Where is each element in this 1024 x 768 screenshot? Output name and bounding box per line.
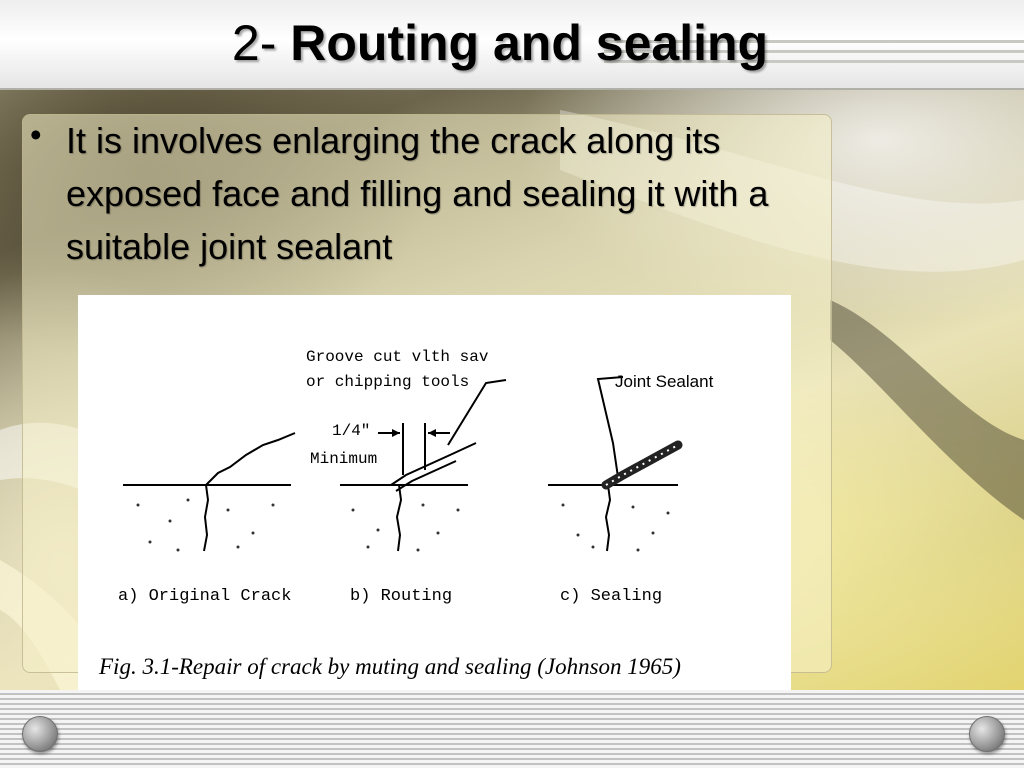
minimum-label: Minimum	[310, 450, 378, 468]
slide-title	[0, 14, 1000, 72]
crack-b	[397, 485, 401, 551]
title-main: Routing and sealing	[290, 15, 769, 71]
title-bar	[0, 0, 1024, 90]
concrete-dots	[137, 499, 670, 552]
bullet-item	[28, 114, 828, 273]
left-knob-icon	[22, 716, 58, 752]
arrowhead-left	[392, 429, 400, 437]
bullet-text: It is involves enlarging the crack along its exposed face and filling and sealing it with a suitable joint sealant	[66, 120, 769, 267]
title-number: 2-	[231, 15, 277, 71]
crack-extension-a	[206, 433, 295, 485]
figure-caption: Fig. 3.1-Repair of crack by muting and sealing (Johnson 1965)	[99, 654, 681, 679]
label-sealing: c) Sealing	[560, 587, 663, 606]
bottom-band	[0, 690, 1024, 768]
label-original-crack: a) Original Crack	[118, 587, 292, 606]
groove-label-line2: or chipping tools	[306, 373, 470, 391]
sealant-leader	[598, 377, 623, 477]
right-knob-icon	[969, 716, 1005, 752]
crack-repair-figure	[78, 295, 791, 747]
crack-c	[606, 485, 610, 551]
label-routing: b) Routing	[350, 587, 453, 606]
width-label: 1/4"	[332, 422, 371, 440]
groove-label-line1: Groove cut vlth sav	[306, 348, 489, 366]
crack-a	[204, 485, 208, 551]
arrowhead-right	[428, 429, 436, 437]
sealant-label: Joint Sealant	[615, 372, 714, 391]
bullet-icon: •	[30, 116, 42, 153]
